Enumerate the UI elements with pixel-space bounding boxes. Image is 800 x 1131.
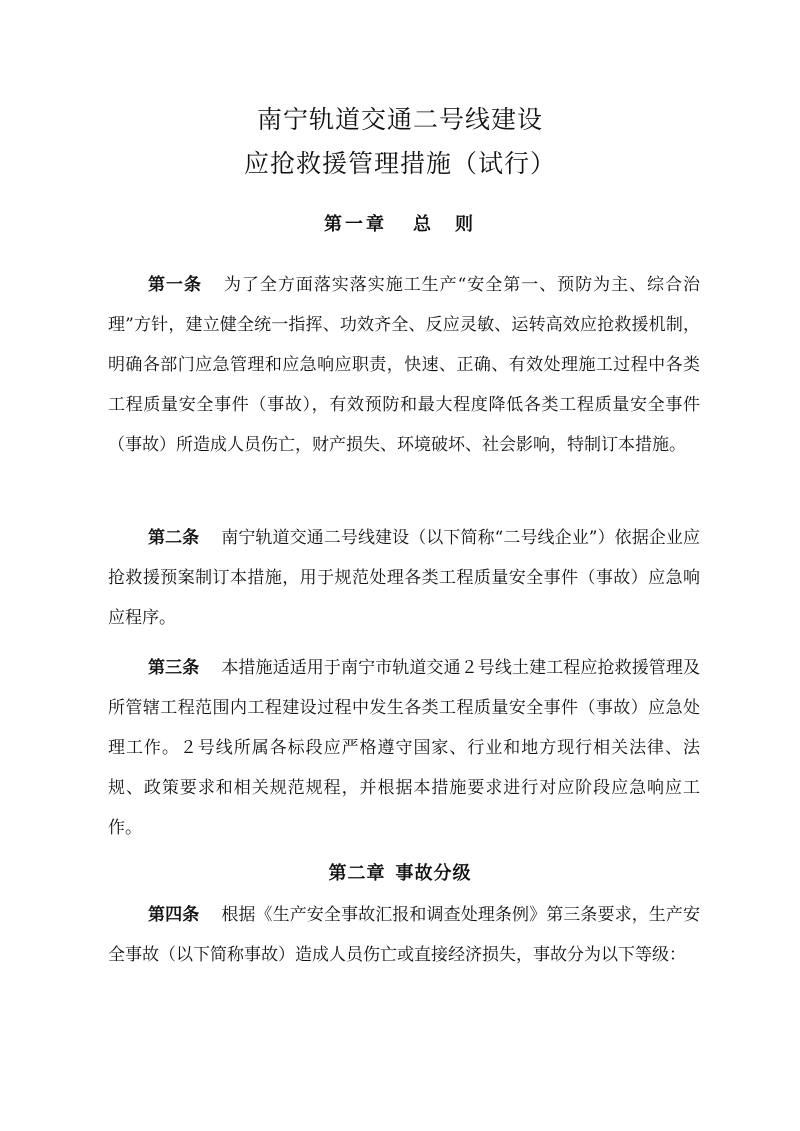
article-4-label: 第四条	[148, 905, 200, 925]
article-4-text: 根据《生产安全事故汇报和调查处理条例》第三条要求，生产安全事故（以下简称事故）造成人员伤亡或直接经济损失，事故分为以下等级：	[108, 905, 701, 965]
article-4	[108, 895, 700, 975]
chapter-1-heading	[0, 210, 800, 236]
article-2	[108, 518, 700, 638]
chapter-2-number: 第二章	[328, 863, 386, 884]
document-title-line-2: 应抢救援管理措施（试行）	[243, 149, 556, 178]
article-1-text: 为了全方面落实落实施工生产“安全第一、预防为主、综合治理”方针，建立健全统一指挥、功效齐全、反应灵敏、运转高效应抢救援机制，明确各部门应急管理和应急响应职责，快速、正确、有效处理施工过程中各类工程质量安全事件（事故），有效预防和最大程度降低各类工程质量安全事件（事故）所造成人员伤亡，财产损失、环境破坏、社会影响，特制订本措施。	[108, 275, 700, 455]
chapter-1-name: 总 则	[413, 214, 476, 235]
article-3-label: 第三条	[148, 658, 200, 678]
chapter-2-name: 事故分级	[395, 863, 472, 884]
article-1-label: 第一条	[148, 275, 202, 295]
chapter-2-heading	[0, 859, 800, 885]
article-2-label: 第二条	[148, 528, 200, 548]
document-title-line-1: 南宁轨道交通二号线建设	[256, 105, 543, 134]
article-1	[108, 265, 700, 465]
article-3-text: 本措施适适用于南宁市轨道交通２号线土建工程应抢救援管理及所管辖工程范围内工程建设过程中发生各类工程质量安全事件（事故）应急处理工作。２号线所属各标段应严格遵守国家、行业和地方现行相关法律、法规、政策要求和相关规范规程，并根据本措施要求进行对应阶段应急响应工作。	[108, 658, 701, 838]
article-2-text: 南宁轨道交通二号线建设（以下简称“二号线企业”）依据企业应抢救援预案制订本措施，用于规范处理各类工程质量安全事件（事故）应急响应程序。	[108, 528, 701, 628]
chapter-1-number: 第一章	[324, 214, 387, 235]
article-3	[108, 648, 700, 848]
